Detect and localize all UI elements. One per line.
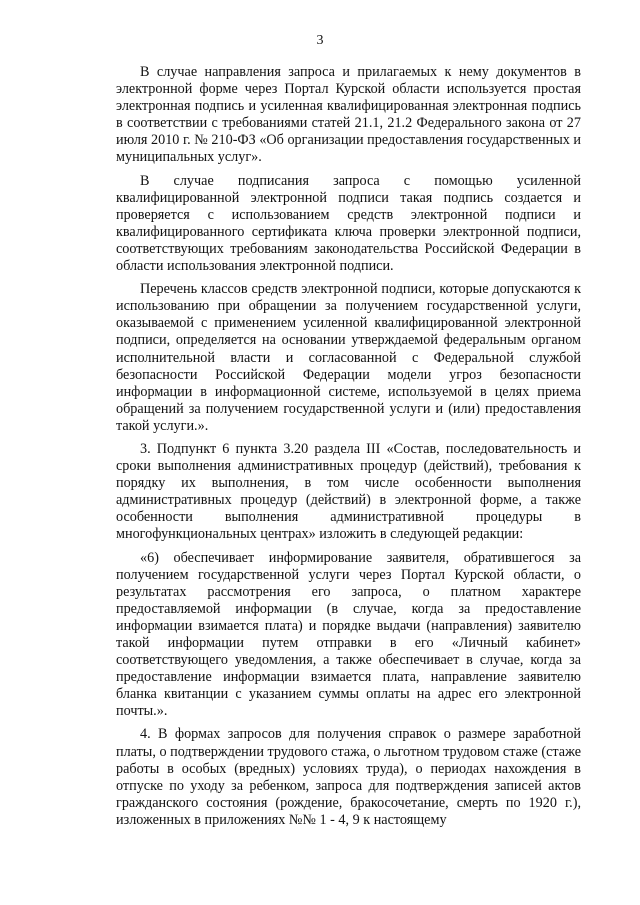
paragraph-subpoint-6: «6) обеспечивает информирование заявителя, обратившегося за получением государственной услуги через Портал Курской области, о результатах рассмотрения его запроса, о платном характере предоставляемой информации (в случае, когда за предоставление информации взимается плата) и порядке выдачи (направления) заявителю такой информации путем отправки в его «Личный кабинет» соответствующего уведомления, а также обеспечивает в случае, когда за предоставление информации взимается плата, направление заявителю бланка квитанции с указанием суммы оплаты на адрес его электронной почты.». (116, 549, 581, 720)
paragraph-amendment-4: 4. В формах запросов для получения справок о размере заработной платы, о подтверждении трудового стажа, о льготном трудовом стаже (стаже работы в особых (вредных) условиях труда), о периодах нахождения в отпуске по уходу за ребенком, запроса для подтверждения записей актов гражданского состояния (рождение, бракосочетание, смерть по 1920 г.), изложенных в приложениях №№ 1 - 4, 9 к настоящему (116, 726, 581, 828)
paragraph-signature-classes: Перечень классов средств электронной подписи, которые допускаются к использованию при обращении за получением государственной услуги, оказываемой с применением усиленной квалифицированной электронной подписи, определяется на основании утверждаемой федеральным органом исполнительной власти и согласованной с Федеральной службой безопасности Российской Федерации модели угроз безопасности информации в информационной системе, используемой в целях приема обращений за получением государственной услуги и (или) предоставления такой услуги.». (116, 281, 581, 434)
paragraph-amendment-3: 3. Подпункт 6 пункта 3.20 раздела III «Состав, последовательность и сроки выполнения административных процедур (действий), требования к порядку их выполнения, в том числе особенности выполнения административных процедур (действий) в электронной форме, а также особенности выполнения административной процедуры в многофункциональных центрах» изложить в следующей редакции: (116, 440, 581, 543)
document-body (116, 64, 581, 829)
paragraph-qualified-signature: В случае подписания запроса с помощью усиленной квалифицированной электронной подписи такая подпись создается и проверяется с использованием средств электронной подписи и квалифицированного сертификата ключа проверки электронной подписи, соответствующих требованиям законодательства Российской Федерации в области использования электронной подписи. (116, 172, 581, 275)
paragraph-simple-signature: В случае направления запроса и прилагаемых к нему документов в электронной форме через Портал Курской области используется простая электронная подпись и усиленная квалифицированная электронная подпись в соответствии с требованиями статей 21.1, 21.2 Федерального закона от 27 июля 2010 г. № 210-ФЗ «Об организации предоставления государственных и муниципальных услуг». (116, 64, 581, 166)
page-number: 3 (316, 33, 324, 48)
